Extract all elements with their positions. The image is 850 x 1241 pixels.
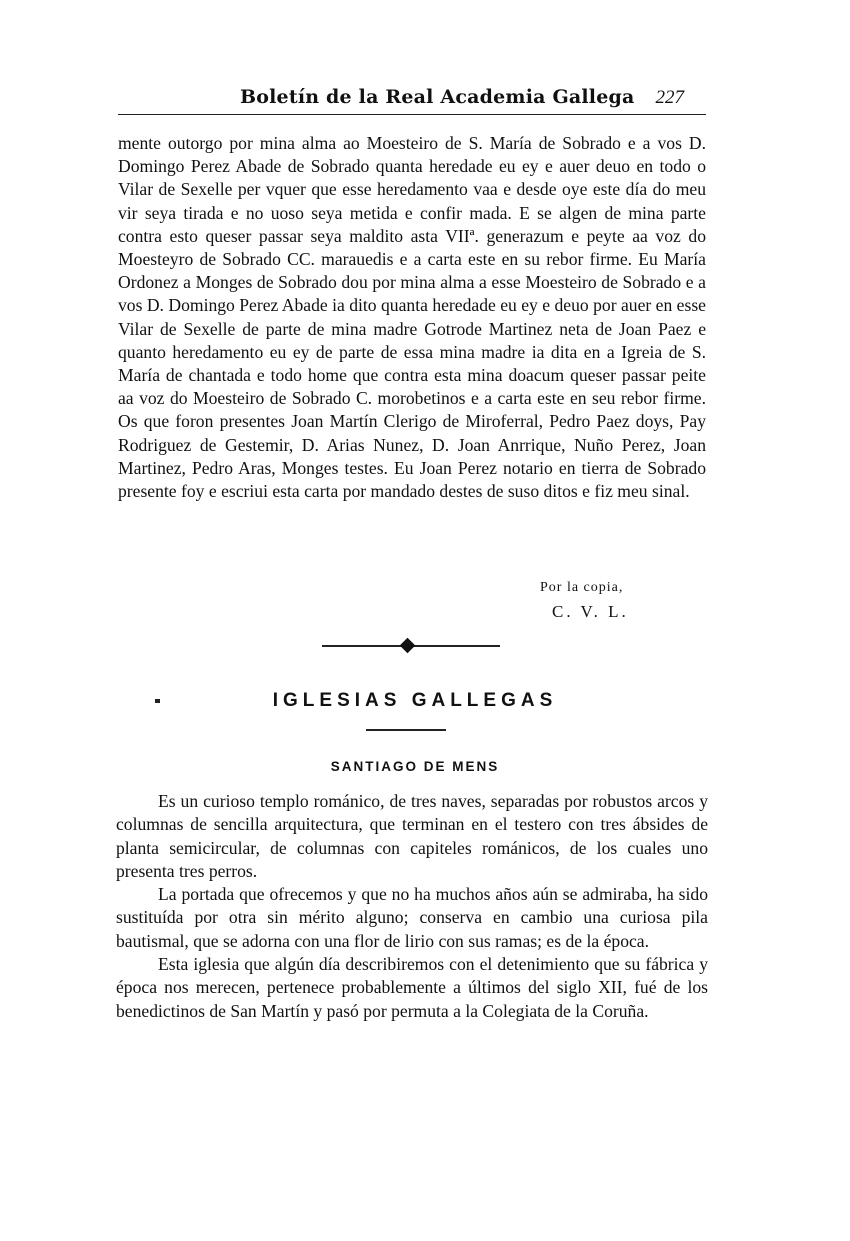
previous-article-text xyxy=(118,132,706,503)
article-subtitle: SANTIAGO DE MENS xyxy=(330,759,500,774)
article-body xyxy=(116,790,708,1023)
section-title: IGLESIAS GALLEGAS xyxy=(272,690,558,711)
signature-initials: C. V. L. xyxy=(552,602,629,621)
signature-block xyxy=(540,580,710,622)
running-header xyxy=(118,84,706,115)
page-number: 227 xyxy=(655,87,684,108)
title-underline-rule xyxy=(366,729,446,731)
signature-line-1: Por la copia, xyxy=(540,580,624,595)
margin-mark xyxy=(155,699,160,703)
article-paragraph: Esta iglesia que algún día describiremos con el detenimiento que su fábrica y época nos merecen, pertenece probablemente a últimos del siglo XII, fué de los benedictinos de San Martín y pasó por permuta a la Colegiata de la Coruña. xyxy=(116,954,708,1021)
journal-title: Boletín de la Real Academia Gallega xyxy=(240,86,635,108)
charter-paragraph: mente outorgo por mina alma ao Moesteiro de S. María de Sobrado e a vos D. Domingo Perez Abade de Sobrado quanta heredade eu ey e auer deuo en todo o Vilar de Sexelle per vquer que esse heredamento vaa e desde oye este día do meu vir seya tirada e no uoso seya metida e confir mada. E se algen de mina parte contra esto queser passar seya maldito asta VIIª. generazum e peyte aa voz do Moesteyro de Sobrado CC. marauedis e a carta este en su rebor firme. Eu María Ordonez a Monges de Sobrado dou por mina alma a esse Moesteiro de Sobrado e a vos D. Domingo Perez Abade ia dito quanta heredade eu ey e deuo por auer en esse Vilar de Sexelle de parte de mina madre Gotrode Martinez neta de Joan Paez e quanto heredamento eu ey de parte de essa mina madre ia dita en a Igreia de S. María de chantada e todo home que contra esta mina doacum queser passar peite aa voz do Moesteiro de Sobrado C. morobetinos e a carta este en seu rebor firme. Os que foron presentes Joan Martín Clerigo de Miroferral, Pedro Paez doys, Pay Rodriguez de Gestemir, D. Arias Nunez, D. Joan Anrrique, Nuño Perez, Joan Martinez, Pedro Aras, Monges testes. Eu Joan Perez notario en tierra de Sobrado presente foy e escriui esta carta por mandado destes de suso ditos e fiz meu sinal. xyxy=(118,133,706,502)
article-paragraph: La portada que ofrecemos y que no ha muchos años aún se admiraba, ha sido sustituída por otra sin mérito alguno; conserva en cambio una curiosa pila bautismal, que se adorna con una flor de lirio con sus ramas; es de la época. xyxy=(116,884,708,951)
divider-diamond-ornament xyxy=(400,638,416,654)
article-paragraph: Es un curioso templo románico, de tres naves, separadas por robustos arcos y columnas de sencilla arquitectura, que terminan en el testero con tres ábsides de planta semicircular, de columnas con capiteles románicos, de los cuales uno presenta tres perros. xyxy=(116,791,708,881)
